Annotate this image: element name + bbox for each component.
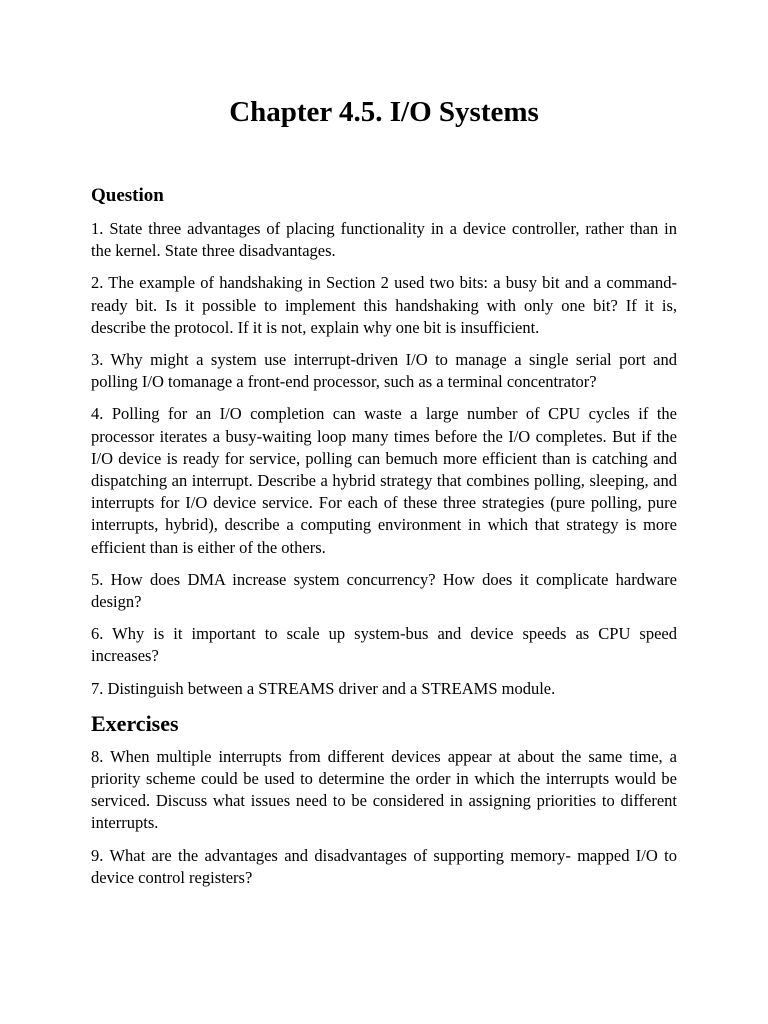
question-7: 7. Distinguish between a STREAMS driver and a STREAMS module. [91,678,556,698]
question-6: 6. Why is it important to scale up system-bus and device speeds as CPU speed increases? [91,624,677,666]
question-heading: Question [91,185,164,206]
exercise-9: 9. What are the advantages and disadvantages of supporting memory- mapped I/O to device control registers? [91,845,677,887]
exercises-heading: Exercises [91,710,179,736]
exercise-8: 8. When multiple interrupts from different devices appear at about the same time, a priority scheme could be used to determine the order in which the interrupts would be serviced. Discuss what issues need to be considered in assigning priorities to different interrupts. [91,746,677,833]
page-title: Chapter 4.5. I/O Systems [229,96,539,128]
question-5: 5. How does DMA increase system concurrency? How does it complicate hardware design? [91,569,677,612]
question-1: 1. State three advantages of placing functionality in a device controller, rather than in the kernel. State three disadvantages. [91,219,677,261]
question-3: 3. Why might a system use interrupt-driven I/O to manage a single serial port and polling I/O tomanage a front-end processor, such as a terminal concentrator? [91,350,677,392]
question-2: 2. The example of handshaking in Section 2 used two bits: a busy bit and a command-ready bit. Is it possible to implement this handshaking with only one bit? If it is, describe the protocol. If it is not, explain why one bit is insufficient. [91,273,677,337]
question-4: 4. Polling for an I/O completion can waste a large number of CPU cycles if the processor iterates a busy-waiting loop many times before the I/O completes. But if the I/O device is ready for service, polling can bemuch more efficient than is catching and dispatching an interrupt. Describe a hybrid strategy that combines polling, sleeping, and interrupts for I/O device service. For each of these three strategies (pure polling, pure interrupts, hybrid), describe a computing environment in which that strategy is more efficient than is either of the others. [91,404,677,557]
